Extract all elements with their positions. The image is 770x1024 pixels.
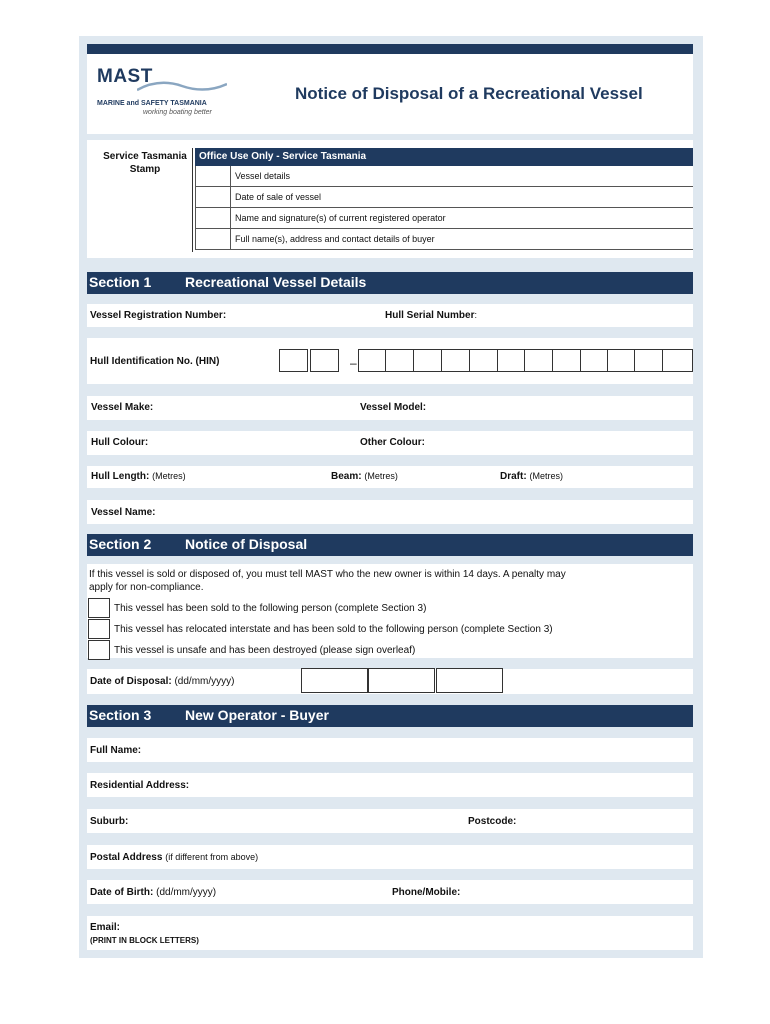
hin-box[interactable] [279,349,308,372]
hin-box[interactable] [497,349,526,372]
postcode-label: Postcode: [468,816,517,827]
logo-tagline: working boating better [143,109,212,116]
hull-colour-label: Hull Colour: [91,437,149,448]
office-checkbox[interactable] [195,229,231,249]
hin-box[interactable] [441,349,470,372]
office-use-heading: Office Use Only - Service Tasmania [195,148,693,166]
disposal-day-box[interactable] [301,668,368,693]
hin-box[interactable] [634,349,663,372]
hin-box[interactable] [358,349,387,372]
sold-checkbox[interactable] [88,598,110,618]
hin-box[interactable] [310,349,339,372]
hin-box[interactable] [524,349,553,372]
beam-label [331,471,398,482]
section3-title: New Operator - Buyer [185,707,329,723]
buyer-name-label: Full Name: [90,745,142,756]
office-item: Full name(s), address and contact details of buyer [235,234,435,244]
section1-title: Recreational Vessel Details [185,274,367,290]
wave-icon [137,78,227,98]
email-label: Email: [90,922,121,933]
buyer-address-label: Residential Address: [90,780,190,791]
office-item: Vessel details [235,171,291,181]
model-label: Vessel Model: [360,402,427,413]
suburb-postcode-row[interactable] [87,809,693,833]
stamp-label [87,150,203,176]
hull-serial-label-text: Hull Serial Number [385,310,475,321]
dob-label-text: Date of Birth: [90,887,154,898]
office-row [195,166,693,187]
section1-number: Section 1 [89,274,152,290]
mast-logo [97,66,227,126]
disposal-month-box[interactable] [368,668,435,693]
section1-header [87,272,693,294]
postal-address-label-text: Postal Address [90,852,163,863]
office-checkbox[interactable] [195,208,231,228]
disposal-intro [89,568,566,594]
hull-serial-label [385,310,477,321]
interstate-checkbox[interactable] [88,619,110,639]
other-colour-label: Other Colour: [360,437,425,448]
hin-box[interactable] [385,349,414,372]
hull-length-label [91,471,186,482]
disposal-date-label-text: Date of Disposal: [90,676,172,687]
postal-address-note: (if different from above) [165,852,259,862]
suburb-label: Suburb: [90,816,129,827]
hin-box[interactable] [552,349,581,372]
buyer-address-row[interactable] [87,773,693,797]
section3-header [87,705,693,727]
buyer-name-row[interactable] [87,738,693,762]
colour-row[interactable] [87,431,693,455]
disposal-date-format: (dd/mm/yyyy) [174,676,235,687]
interstate-option-label: This vessel has relocated interstate and has been sold to the following person (complete Section 3) [114,624,553,635]
section2-title: Notice of Disposal [185,536,308,552]
section2-header [87,534,693,556]
disposal-date-label [90,676,234,687]
dimensions-row[interactable] [87,466,693,488]
hin-box[interactable] [413,349,442,372]
hin-dash: – [350,356,357,370]
office-checkbox[interactable] [195,187,231,207]
hull-length-label-text: Hull Length: [91,471,150,482]
beam-unit: (Metres) [364,471,398,481]
section3-number: Section 3 [89,707,152,723]
hin-label: Hull Identification No. (HIN) [90,356,220,367]
phone-label: Phone/Mobile: [392,887,461,898]
office-row [195,208,693,229]
dob-format: (dd/mm/yyyy) [156,887,217,898]
email-note: (PRINT IN BLOCK LETTERS) [90,936,199,945]
hull-length-unit: (Metres) [152,471,186,481]
registration-label: Vessel Registration Number: [90,310,227,321]
office-use-table [195,148,693,250]
hin-box[interactable] [607,349,636,372]
make-label: Vessel Make: [91,402,154,413]
destroyed-option-label: This vessel is unsafe and has been destroyed (please sign overleaf) [114,645,416,656]
hin-box[interactable] [662,349,693,372]
section2-number: Section 2 [89,536,152,552]
office-row [195,187,693,208]
page-title: Notice of Disposal of a Recreational Vessel [295,84,643,103]
postal-address-row[interactable] [87,845,693,869]
stamp-label-line1: Service Tasmania [103,151,187,162]
postal-address-label [90,852,258,863]
hin-box[interactable] [580,349,609,372]
registration-row[interactable] [87,304,693,327]
header-top-bar [87,44,693,54]
draft-unit: (Metres) [529,471,563,481]
dob-phone-row[interactable] [87,880,693,904]
hull-serial-colon: : [474,310,477,320]
logo-subtitle: MARINE and SAFETY TASMANIA [97,100,207,107]
disposal-year-box[interactable] [436,668,503,693]
email-row[interactable] [87,916,693,950]
hin-box[interactable] [469,349,498,372]
destroyed-checkbox[interactable] [88,640,110,660]
office-use-panel [87,140,693,258]
logo-name: MAST [97,66,153,87]
stamp-divider [192,148,193,252]
office-item: Date of sale of vessel [235,192,322,202]
dob-label [90,887,216,898]
office-row [195,229,693,250]
stamp-label-line2: Stamp [129,164,161,175]
form-header [87,54,693,134]
sold-option-label: This vessel has been sold to the following person (complete Section 3) [114,603,427,614]
vessel-name-row[interactable] [87,500,693,524]
draft-label [500,471,563,482]
make-model-row[interactable] [87,396,693,420]
disposal-intro-line2: apply for non-compliance. [89,582,204,593]
beam-label-text: Beam: [331,471,362,482]
office-item: Name and signature(s) of current registered operator [235,213,446,223]
vessel-name-label: Vessel Name: [91,507,156,518]
draft-label-text: Draft: [500,471,527,482]
disposal-intro-line1: If this vessel is sold or disposed of, you must tell MAST who the new owner is within 14 days. A penalty may [89,569,566,580]
office-checkbox[interactable] [195,166,231,186]
